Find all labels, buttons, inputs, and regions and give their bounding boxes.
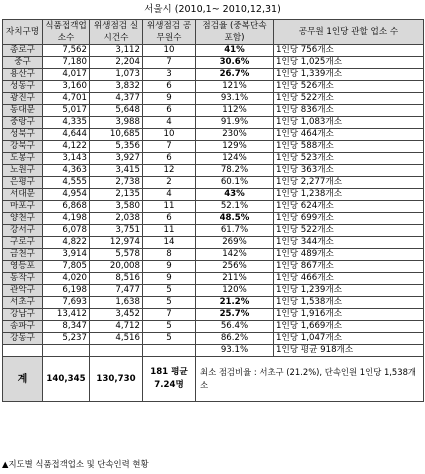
table-title: 서울시 (2010,1~ 2010,12,31) <box>144 4 281 15</box>
table-row <box>3 237 424 249</box>
rate-cell: 112% <box>196 105 274 117</box>
district-cell: 용산구 <box>3 69 43 81</box>
district-cell: 강서구 <box>3 225 43 237</box>
rate-cell: 56.4% <box>196 321 274 333</box>
inspections-cell: 3,112 <box>90 45 143 57</box>
inspections-cell: 3,452 <box>90 309 143 321</box>
inspections-cell: 3,415 <box>90 165 143 177</box>
per-officer-cell: 1인당 699개소 <box>274 213 424 225</box>
inspections-cell: 5,578 <box>90 249 143 261</box>
inspections-cell: 8,516 <box>90 273 143 285</box>
rate-cell: 91.9% <box>196 117 274 129</box>
rate-cell: 26.7% <box>196 69 274 81</box>
officers-cell: 9 <box>143 93 196 105</box>
district-cell: 금천구 <box>3 249 43 261</box>
table-row <box>3 285 424 297</box>
stores-cell: 4,017 <box>43 69 90 81</box>
district-cell: 서대문 <box>3 189 43 201</box>
stores-cell: 3,914 <box>43 249 90 261</box>
stores-cell: 13,412 <box>43 309 90 321</box>
inspections-cell: 7,477 <box>90 285 143 297</box>
inspections-cell: 12,974 <box>90 237 143 249</box>
district-cell: 종로구 <box>3 45 43 57</box>
rate-cell: 211% <box>196 273 274 285</box>
inspections-cell: 1,638 <box>90 297 143 309</box>
inspections-cell: 1,073 <box>90 69 143 81</box>
table-row <box>3 309 424 321</box>
per-officer-cell: 1인당 1,239개소 <box>274 285 424 297</box>
table-row <box>3 57 424 69</box>
table-row <box>3 45 424 57</box>
stores-cell: 5,017 <box>43 105 90 117</box>
rate-cell: 41% <box>196 45 274 57</box>
inspections-cell: 3,988 <box>90 117 143 129</box>
rate-cell: 124% <box>196 153 274 165</box>
officers-cell: 7 <box>143 309 196 321</box>
per-officer-cell: 1인당 464개소 <box>274 129 424 141</box>
district-cell: 서초구 <box>3 297 43 309</box>
stores-cell: 6,198 <box>43 285 90 297</box>
header-row <box>3 20 424 45</box>
table-row <box>3 93 424 105</box>
officers-cell: 12 <box>143 165 196 177</box>
district-cell: 성동구 <box>3 81 43 93</box>
rate-cell: 30.6% <box>196 57 274 69</box>
rate-cell: 269% <box>196 237 274 249</box>
total-stores: 140,345 <box>43 357 90 402</box>
officers-cell: 6 <box>143 81 196 93</box>
table-row <box>3 153 424 165</box>
district-cell: 동작구 <box>3 273 43 285</box>
average-blank <box>90 345 143 357</box>
header-per-officer: 공무원 1인당 관할 업소 수 <box>274 20 424 45</box>
officers-cell: 3 <box>143 69 196 81</box>
officers-cell: 6 <box>143 213 196 225</box>
stores-cell: 4,555 <box>43 177 90 189</box>
stores-cell: 6,078 <box>43 225 90 237</box>
officers-cell: 9 <box>143 273 196 285</box>
per-officer-cell: 1인당 526개소 <box>274 81 424 93</box>
district-cell: 은평구 <box>3 177 43 189</box>
per-officer-cell: 1인당 1,238개소 <box>274 189 424 201</box>
table-row <box>3 189 424 201</box>
average-blank <box>43 345 90 357</box>
stores-cell: 4,363 <box>43 165 90 177</box>
stores-cell: 7,562 <box>43 45 90 57</box>
inspections-cell: 3,927 <box>90 153 143 165</box>
district-cell: 동대문 <box>3 105 43 117</box>
stores-cell: 7,693 <box>43 297 90 309</box>
rate-cell: 60.1% <box>196 177 274 189</box>
officers-cell: 6 <box>143 153 196 165</box>
stores-cell: 4,020 <box>43 273 90 285</box>
header-district: 자치구명 <box>3 20 43 45</box>
district-cell: 마포구 <box>3 201 43 213</box>
per-officer-cell: 1인당 522개소 <box>274 225 424 237</box>
per-officer-cell: 1인당 836개소 <box>274 105 424 117</box>
officers-cell: 9 <box>143 261 196 273</box>
rate-cell: 21.2% <box>196 297 274 309</box>
stores-cell: 3,143 <box>43 153 90 165</box>
per-officer-cell: 1인당 1,916개소 <box>274 309 424 321</box>
officers-cell: 11 <box>143 201 196 213</box>
stores-cell: 7,180 <box>43 57 90 69</box>
rate-cell: 256% <box>196 261 274 273</box>
table-row <box>3 81 424 93</box>
officers-cell: 5 <box>143 321 196 333</box>
district-cell: 관악구 <box>3 285 43 297</box>
per-officer-cell: 1인당 1,669개소 <box>274 321 424 333</box>
total-inspections: 130,730 <box>90 357 143 402</box>
table-body <box>3 45 424 345</box>
rate-cell: 129% <box>196 141 274 153</box>
officers-cell: 8 <box>143 249 196 261</box>
rate-cell: 43% <box>196 189 274 201</box>
stores-cell: 5,237 <box>43 333 90 345</box>
table-row <box>3 117 424 129</box>
district-cell: 송파구 <box>3 321 43 333</box>
per-officer-cell: 1인당 2,277개소 <box>274 177 424 189</box>
table-row <box>3 177 424 189</box>
header-stores: 식품접객업소수 <box>43 20 90 45</box>
district-cell: 도봉구 <box>3 153 43 165</box>
inspections-cell: 3,832 <box>90 81 143 93</box>
officers-cell: 10 <box>143 129 196 141</box>
per-officer-cell: 1인당 624개소 <box>274 201 424 213</box>
table-row <box>3 129 424 141</box>
per-officer-cell: 1인당 523개소 <box>274 153 424 165</box>
district-cell: 구로구 <box>3 237 43 249</box>
average-per-officer: 1인당 평균 918개소 <box>274 345 424 357</box>
table-row <box>3 225 424 237</box>
average-blank <box>143 345 196 357</box>
inspections-cell: 10,685 <box>90 129 143 141</box>
officers-cell: 7 <box>143 57 196 69</box>
stores-cell: 4,954 <box>43 189 90 201</box>
stores-cell: 3,160 <box>43 81 90 93</box>
per-officer-cell: 1인당 867개소 <box>274 261 424 273</box>
inspections-cell: 2,738 <box>90 177 143 189</box>
per-officer-cell: 1인당 588개소 <box>274 141 424 153</box>
district-cell: 강동구 <box>3 333 43 345</box>
table-row <box>3 321 424 333</box>
per-officer-cell: 1인당 1,339개소 <box>274 69 424 81</box>
stores-cell: 4,701 <box>43 93 90 105</box>
inspections-cell: 2,135 <box>90 189 143 201</box>
stores-cell: 4,822 <box>43 237 90 249</box>
table-caption: ▲지도별 식품접객업소 및 단속인력 현황 <box>2 459 149 469</box>
officers-cell: 5 <box>143 285 196 297</box>
rate-cell: 48.5% <box>196 213 274 225</box>
rate-cell: 142% <box>196 249 274 261</box>
per-officer-cell: 1인당 1,047개소 <box>274 333 424 345</box>
per-officer-cell: 1인당 344개소 <box>274 237 424 249</box>
district-cell: 중구 <box>3 57 43 69</box>
total-note: 최소 점검비율 : 서초구 (21.2%), 단속인원 1인당 1,538개소 <box>196 357 424 402</box>
officers-cell: 2 <box>143 177 196 189</box>
rate-cell: 230% <box>196 129 274 141</box>
district-cell: 영등포 <box>3 261 43 273</box>
district-cell: 양천구 <box>3 213 43 225</box>
officers-cell: 10 <box>143 45 196 57</box>
rate-cell: 121% <box>196 81 274 93</box>
stores-cell: 4,644 <box>43 129 90 141</box>
per-officer-cell: 1인당 466개소 <box>274 273 424 285</box>
officers-cell: 14 <box>143 237 196 249</box>
header-inspections: 위생점검 실시건수 <box>90 20 143 45</box>
officers-cell: 6 <box>143 105 196 117</box>
table-row <box>3 297 424 309</box>
inspections-cell: 2,204 <box>90 57 143 69</box>
total-row <box>3 357 424 402</box>
officers-cell: 11 <box>143 225 196 237</box>
stores-cell: 7,805 <box>43 261 90 273</box>
table-row <box>3 141 424 153</box>
rate-cell: 120% <box>196 285 274 297</box>
stores-cell: 4,198 <box>43 213 90 225</box>
table-row <box>3 213 424 225</box>
per-officer-cell: 1인당 756개소 <box>274 45 424 57</box>
officers-cell: 4 <box>143 117 196 129</box>
table-row <box>3 333 424 345</box>
table-row <box>3 69 424 81</box>
per-officer-cell: 1인당 489개소 <box>274 249 424 261</box>
rate-cell: 25.7% <box>196 309 274 321</box>
per-officer-cell: 1인당 1,025개소 <box>274 57 424 69</box>
district-cell: 강북구 <box>3 141 43 153</box>
header-rate: 점검율 (중복단속 포함) <box>196 20 274 45</box>
average-rate: 93.1% <box>196 345 274 357</box>
inspections-cell: 20,008 <box>90 261 143 273</box>
rate-cell: 93.1% <box>196 93 274 105</box>
total-officers: 181 평균 7.24명 <box>143 357 196 402</box>
table-row <box>3 105 424 117</box>
officers-cell: 5 <box>143 297 196 309</box>
stores-cell: 4,122 <box>43 141 90 153</box>
rate-cell: 52.1% <box>196 201 274 213</box>
officers-cell: 7 <box>143 141 196 153</box>
rate-cell: 78.2% <box>196 165 274 177</box>
per-officer-cell: 1인당 1,083개소 <box>274 117 424 129</box>
inspections-cell: 4,712 <box>90 321 143 333</box>
officers-cell: 5 <box>143 333 196 345</box>
total-label: 계 <box>3 357 43 402</box>
table-row <box>3 165 424 177</box>
table-row <box>3 261 424 273</box>
per-officer-cell: 1인당 522개소 <box>274 93 424 105</box>
stores-cell: 4,335 <box>43 117 90 129</box>
inspections-cell: 5,356 <box>90 141 143 153</box>
inspections-cell: 4,377 <box>90 93 143 105</box>
table-row <box>3 273 424 285</box>
stores-cell: 6,868 <box>43 201 90 213</box>
average-blank <box>3 345 43 357</box>
inspections-cell: 4,516 <box>90 333 143 345</box>
officers-cell: 4 <box>143 189 196 201</box>
table-row <box>3 249 424 261</box>
per-officer-cell: 1인당 1,538개소 <box>274 297 424 309</box>
table-row <box>3 201 424 213</box>
inspections-cell: 5,648 <box>90 105 143 117</box>
rate-cell: 86.2% <box>196 333 274 345</box>
stores-cell: 8,347 <box>43 321 90 333</box>
district-cell: 성북구 <box>3 129 43 141</box>
average-row <box>3 345 424 357</box>
per-officer-cell: 1인당 363개소 <box>274 165 424 177</box>
header-officers: 위생점검 공무원수 <box>143 20 196 45</box>
inspections-cell: 3,751 <box>90 225 143 237</box>
inspections-cell: 3,580 <box>90 201 143 213</box>
rate-cell: 61.7% <box>196 225 274 237</box>
inspections-cell: 2,038 <box>90 213 143 225</box>
district-cell: 노원구 <box>3 165 43 177</box>
inspection-table <box>2 19 424 402</box>
district-cell: 중랑구 <box>3 117 43 129</box>
district-cell: 강남구 <box>3 309 43 321</box>
district-cell: 광진구 <box>3 93 43 105</box>
